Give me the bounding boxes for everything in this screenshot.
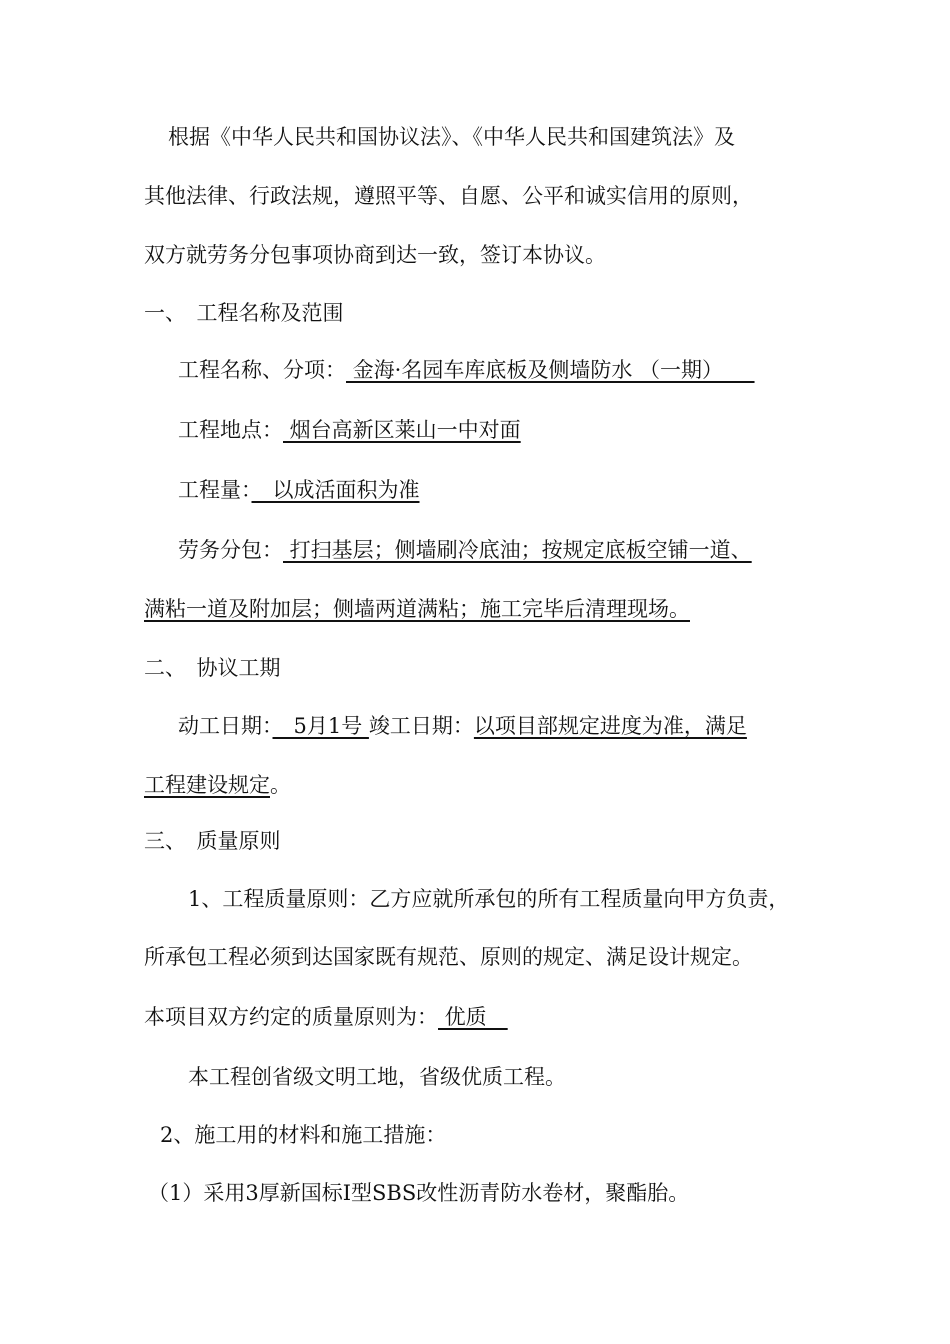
- project-name-value: 金海·名园车库底板及侧墙防水 （一期）: [346, 358, 755, 382]
- schedule-line-2: [144, 770, 950, 800]
- project-quantity-line: [178, 475, 950, 505]
- quality-standard-value: 优质: [438, 1005, 508, 1029]
- quality-line-4: 本工程创省级文明工地，省级优质工程。: [188, 1065, 566, 1089]
- body-line-2: 其他法律、行政法规，遵照平等、自愿、公平和诚实信用的原则，: [144, 184, 753, 208]
- materials-heading: 2、施工用的材料和施工措施：: [160, 1123, 447, 1147]
- quality-line-3: [144, 1002, 950, 1032]
- start-date-value: 5月1号: [272, 714, 369, 738]
- quality-line-1: 1、工程质量原则：乙方应就所承包的所有工程质量向甲方负责，: [188, 887, 790, 911]
- materials-item-1: （1）采用3厚新国标Ⅰ型SBS改性沥青防水卷材，聚酯胎。: [148, 1181, 690, 1205]
- start-date-label: 动工日期：: [178, 714, 273, 738]
- project-site-value: 烟台高新区莱山一中对面: [283, 418, 521, 442]
- body-line-3: 双方就劳务分包事项协商到达一致，签订本协议。: [144, 243, 606, 267]
- labor-value-1: 打扫基层；侧墙刷冷底油；按规定底板空铺一道、: [283, 538, 752, 562]
- labor-line-2: [144, 594, 950, 624]
- labor-line-1: [178, 535, 950, 565]
- project-name-label: 工程名称、分项：: [178, 358, 346, 382]
- project-site-label: 工程地点：: [178, 418, 283, 442]
- section-heading-1: 一、 工程名称及范围: [144, 301, 344, 325]
- project-site-line: [178, 415, 950, 445]
- end-date-label: 竣工日期：: [368, 714, 474, 738]
- quality-standard-label: 本项目双方约定的质量原则为：: [144, 1005, 438, 1029]
- end-date-value-2: 工程建设规定: [144, 773, 270, 797]
- project-name-line: [178, 355, 950, 385]
- project-quantity-label: 工程量：: [178, 478, 252, 502]
- labor-label: 劳务分包：: [178, 538, 283, 562]
- body-line-1: 根据《中华人民共和国协议法》、《中华人民共和国建筑法》及: [168, 125, 735, 149]
- quality-line-2: 所承包工程必须到达国家既有规范、原则的规定、满足设计规定。: [144, 945, 753, 969]
- labor-value-2: 满粘一道及附加层；侧墙两道满粘；施工完毕后清理现场。: [144, 597, 690, 621]
- end-date-value-1: 以项目部规定进度为准，满足: [473, 714, 747, 738]
- end-date-tail: 。: [270, 773, 291, 797]
- section-heading-2: 二、 协议工期: [144, 656, 281, 680]
- schedule-line-1: [178, 711, 950, 741]
- section-heading-3: 三、 质量原则: [144, 829, 281, 853]
- project-quantity-value: 以成活面积为准: [251, 478, 420, 502]
